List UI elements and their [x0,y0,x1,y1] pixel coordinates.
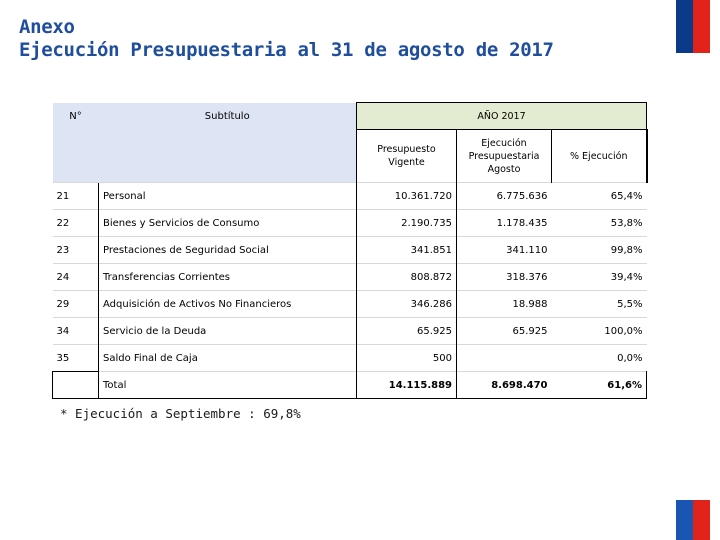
cell-pct: 0,0% [552,345,647,372]
cell-total-ejecucion: 8.698.470 [457,372,552,399]
table-row [53,237,647,264]
table-row [53,264,647,291]
cell-pct: 100,0% [552,318,647,345]
header-year: AÑO 2017 [357,103,647,130]
cell-n: 35 [53,345,99,372]
cell-pct: 99,8% [552,237,647,264]
cell-presupuesto: 10.361.720 [357,183,457,210]
cell-total-label: Total [99,372,357,399]
cell-n: 23 [53,237,99,264]
table-row [53,183,647,210]
cell-n: 34 [53,318,99,345]
title-line-2: Ejecución Presupuestaria al 31 de agosto de 2017 [19,39,554,61]
cell-n-total [53,372,99,399]
cell-n: 24 [53,264,99,291]
cell-presupuesto: 341.851 [357,237,457,264]
cell-subtitulo: Personal [99,183,357,210]
flag-stripe-bottom [676,500,710,540]
flag-stripe-top [676,0,710,53]
cell-ejecucion: 18.988 [457,291,552,318]
cell-presupuesto: 500 [357,345,457,372]
cell-subtitulo: Transferencias Corrientes [99,264,357,291]
cell-presupuesto: 65.925 [357,318,457,345]
cell-subtitulo: Bienes y Servicios de Consumo [99,210,357,237]
table-row [53,291,647,318]
cell-total-pct: 61,6% [552,372,647,399]
header-subtitulo: Subtítulo [99,103,357,183]
cell-ejecucion: 65.925 [457,318,552,345]
cell-pct: 65,4% [552,183,647,210]
table-row [53,210,647,237]
header-ejecucion: Ejecución Presupuestaria Agosto [457,130,552,183]
budget-table [52,102,648,399]
cell-subtitulo: Servicio de la Deuda [99,318,357,345]
cell-n: 22 [53,210,99,237]
title-line-1: Anexo [19,16,75,38]
cell-n: 29 [53,291,99,318]
cell-presupuesto: 2.190.735 [357,210,457,237]
cell-total-presupuesto: 14.115.889 [357,372,457,399]
cell-ejecucion: 1.178.435 [457,210,552,237]
header-n: N° [53,103,99,183]
header-presupuesto: Presupuesto Vigente [357,130,457,183]
cell-n: 21 [53,183,99,210]
cell-presupuesto: 346.286 [357,291,457,318]
table-row [53,345,647,372]
cell-subtitulo: Adquisición de Activos No Financieros [99,291,357,318]
cell-subtitulo: Saldo Final de Caja [99,345,357,372]
slide-title [19,16,554,62]
cell-pct: 53,8% [552,210,647,237]
cell-ejecucion: 6.775.636 [457,183,552,210]
cell-subtitulo: Prestaciones de Seguridad Social [99,237,357,264]
table-row [53,318,647,345]
cell-ejecucion: 341.110 [457,237,552,264]
cell-ejecucion: 318.376 [457,264,552,291]
footnote: * Ejecución a Septiembre : 69,8% [60,406,301,421]
cell-pct: 39,4% [552,264,647,291]
cell-pct: 5,5% [552,291,647,318]
table-row-total [53,372,647,399]
cell-ejecucion [457,345,552,372]
header-pct: % Ejecución [552,130,647,183]
cell-presupuesto: 808.872 [357,264,457,291]
